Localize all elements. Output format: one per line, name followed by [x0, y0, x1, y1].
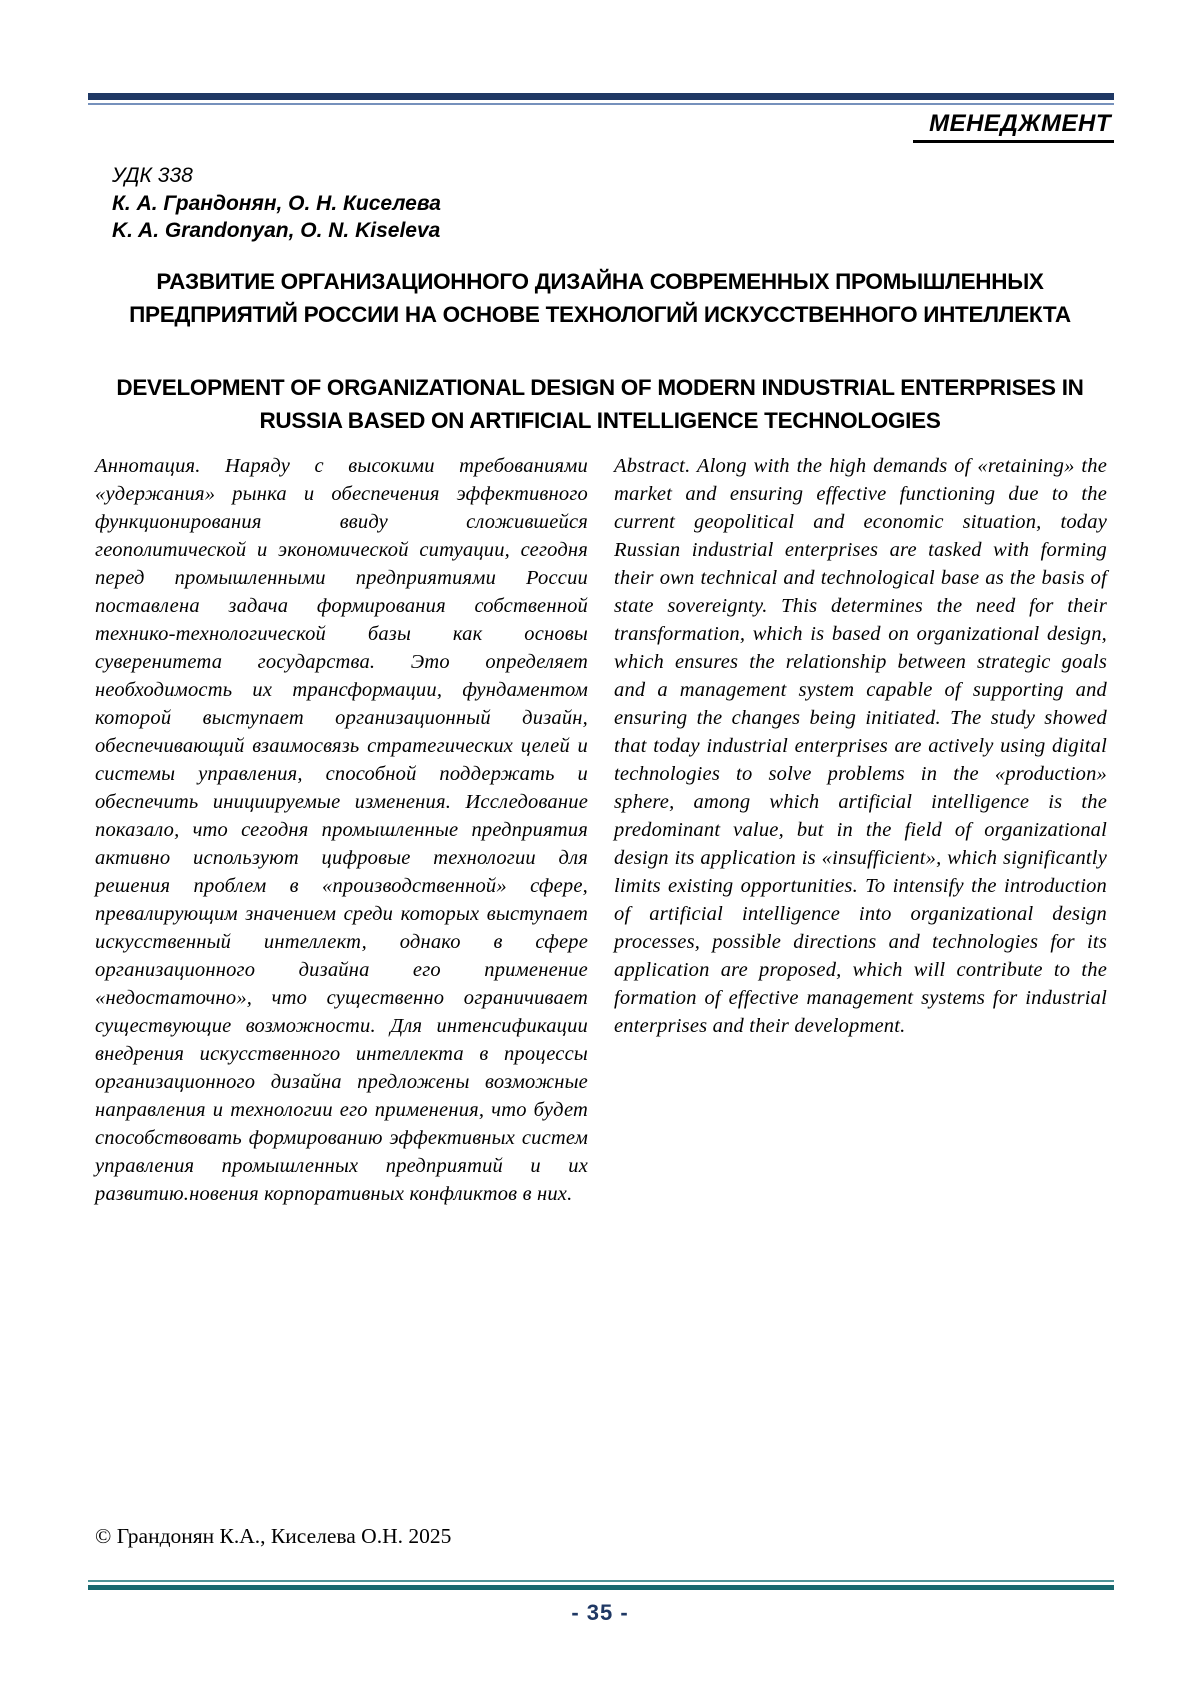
section-header: МЕНЕДЖМЕНТ [913, 110, 1114, 143]
bottom-divider-thick-line [88, 1585, 1114, 1590]
top-divider-rule [88, 93, 1114, 105]
article-meta [112, 162, 441, 245]
authors-russian: К. А. Грандонян, О. Н. Киселева [112, 191, 441, 215]
top-divider-thick-line [88, 93, 1114, 100]
abstract-russian: Аннотация. Наряду с высокими требованиями «удержания» рынка и обеспечения эффективного функционирования ввиду сложившейся геополитической и экономической ситуации, сегодня перед промышленными предприятиями России поставлена задача формирования собственной технико-технологической базы как основы суверенитета государства. Это определяет необходимость их трансформации, фундаментом которой выступает организационный дизайн, обеспечивающий взаимосвязь стратегических целей и системы управления, способной поддержать и обеспечить инициируемые изменения. Исследование показало, что сегодня промышленные предприятия активно используют цифровые технологии для решения проблем в «производственной» сфере, превалирующим значением среди которых выступает искусственный интеллект, однако в сфере организационного дизайна его применение «недостаточно», что существенно ограничивает существующие возможности. Для интенсификации внедрения искусственного интеллекта в процессы организационного дизайна предложены возможные направления и технологии его применения, что будет способствовать формированию эффективных систем управления промышленных предприятий и их развитию.новения корпоративных конфликтов в них. [95, 455, 588, 1205]
top-divider-thin-line [88, 103, 1114, 105]
article-title-russian: РАЗВИТИЕ ОРГАНИЗАЦИОННОГО ДИЗАЙНА СОВРЕМЕННЫХ ПРОМЫШЛЕННЫХ ПРЕДПРИЯТИЙ РОССИИ НА ОСНОВЕ ТЕХНОЛОГИЙ ИСКУССТВЕННОГО ИНТЕЛЛЕКТА [129, 269, 1071, 327]
udk-code: УДК 338 [112, 164, 193, 187]
copyright-notice: © Грандонян К.А., Киселева О.Н. 2025 [95, 1524, 452, 1548]
article-title-english: DEVELOPMENT OF ORGANIZATIONAL DESIGN OF MODERN INDUSTRIAL ENTERPRISES IN RUSSIA BASED ON ARTIFICIAL INTELLIGENCE TECHNOLOGIES [116, 375, 1084, 433]
authors-english: K. A. Grandonyan, O. N. Kiseleva [112, 219, 441, 242]
abstract-english: Abstract. Along with the high demands of «retaining» the market and ensuring effective functioning due to the current geopolitical and economic situation, today Russian industrial enterprises are tasked with forming their own technical and technological base as the basis of state sovereignty. This determines the need for their transformation, which is based on organizational design, which ensures the relationship between strategic goals and a management system capable of supporting and ensuring the changes being initiated. The study showed that today industrial enterprises are actively using digital technologies to solve problems in the «production» sphere, among which artificial intelligence is the predominant value, but in the field of organizational design its application is «insufficient», which significantly limits existing opportunities. To intensify the introduction of artificial intelligence into organizational design processes, possible directions and technologies for its application are proposed, which will contribute to the formation of effective management systems for industrial enterprises and their development. [614, 455, 1107, 1037]
page-number: - 35 - [571, 1600, 629, 1625]
bottom-divider-rule [88, 1580, 1114, 1590]
abstract-columns [95, 452, 1107, 1208]
